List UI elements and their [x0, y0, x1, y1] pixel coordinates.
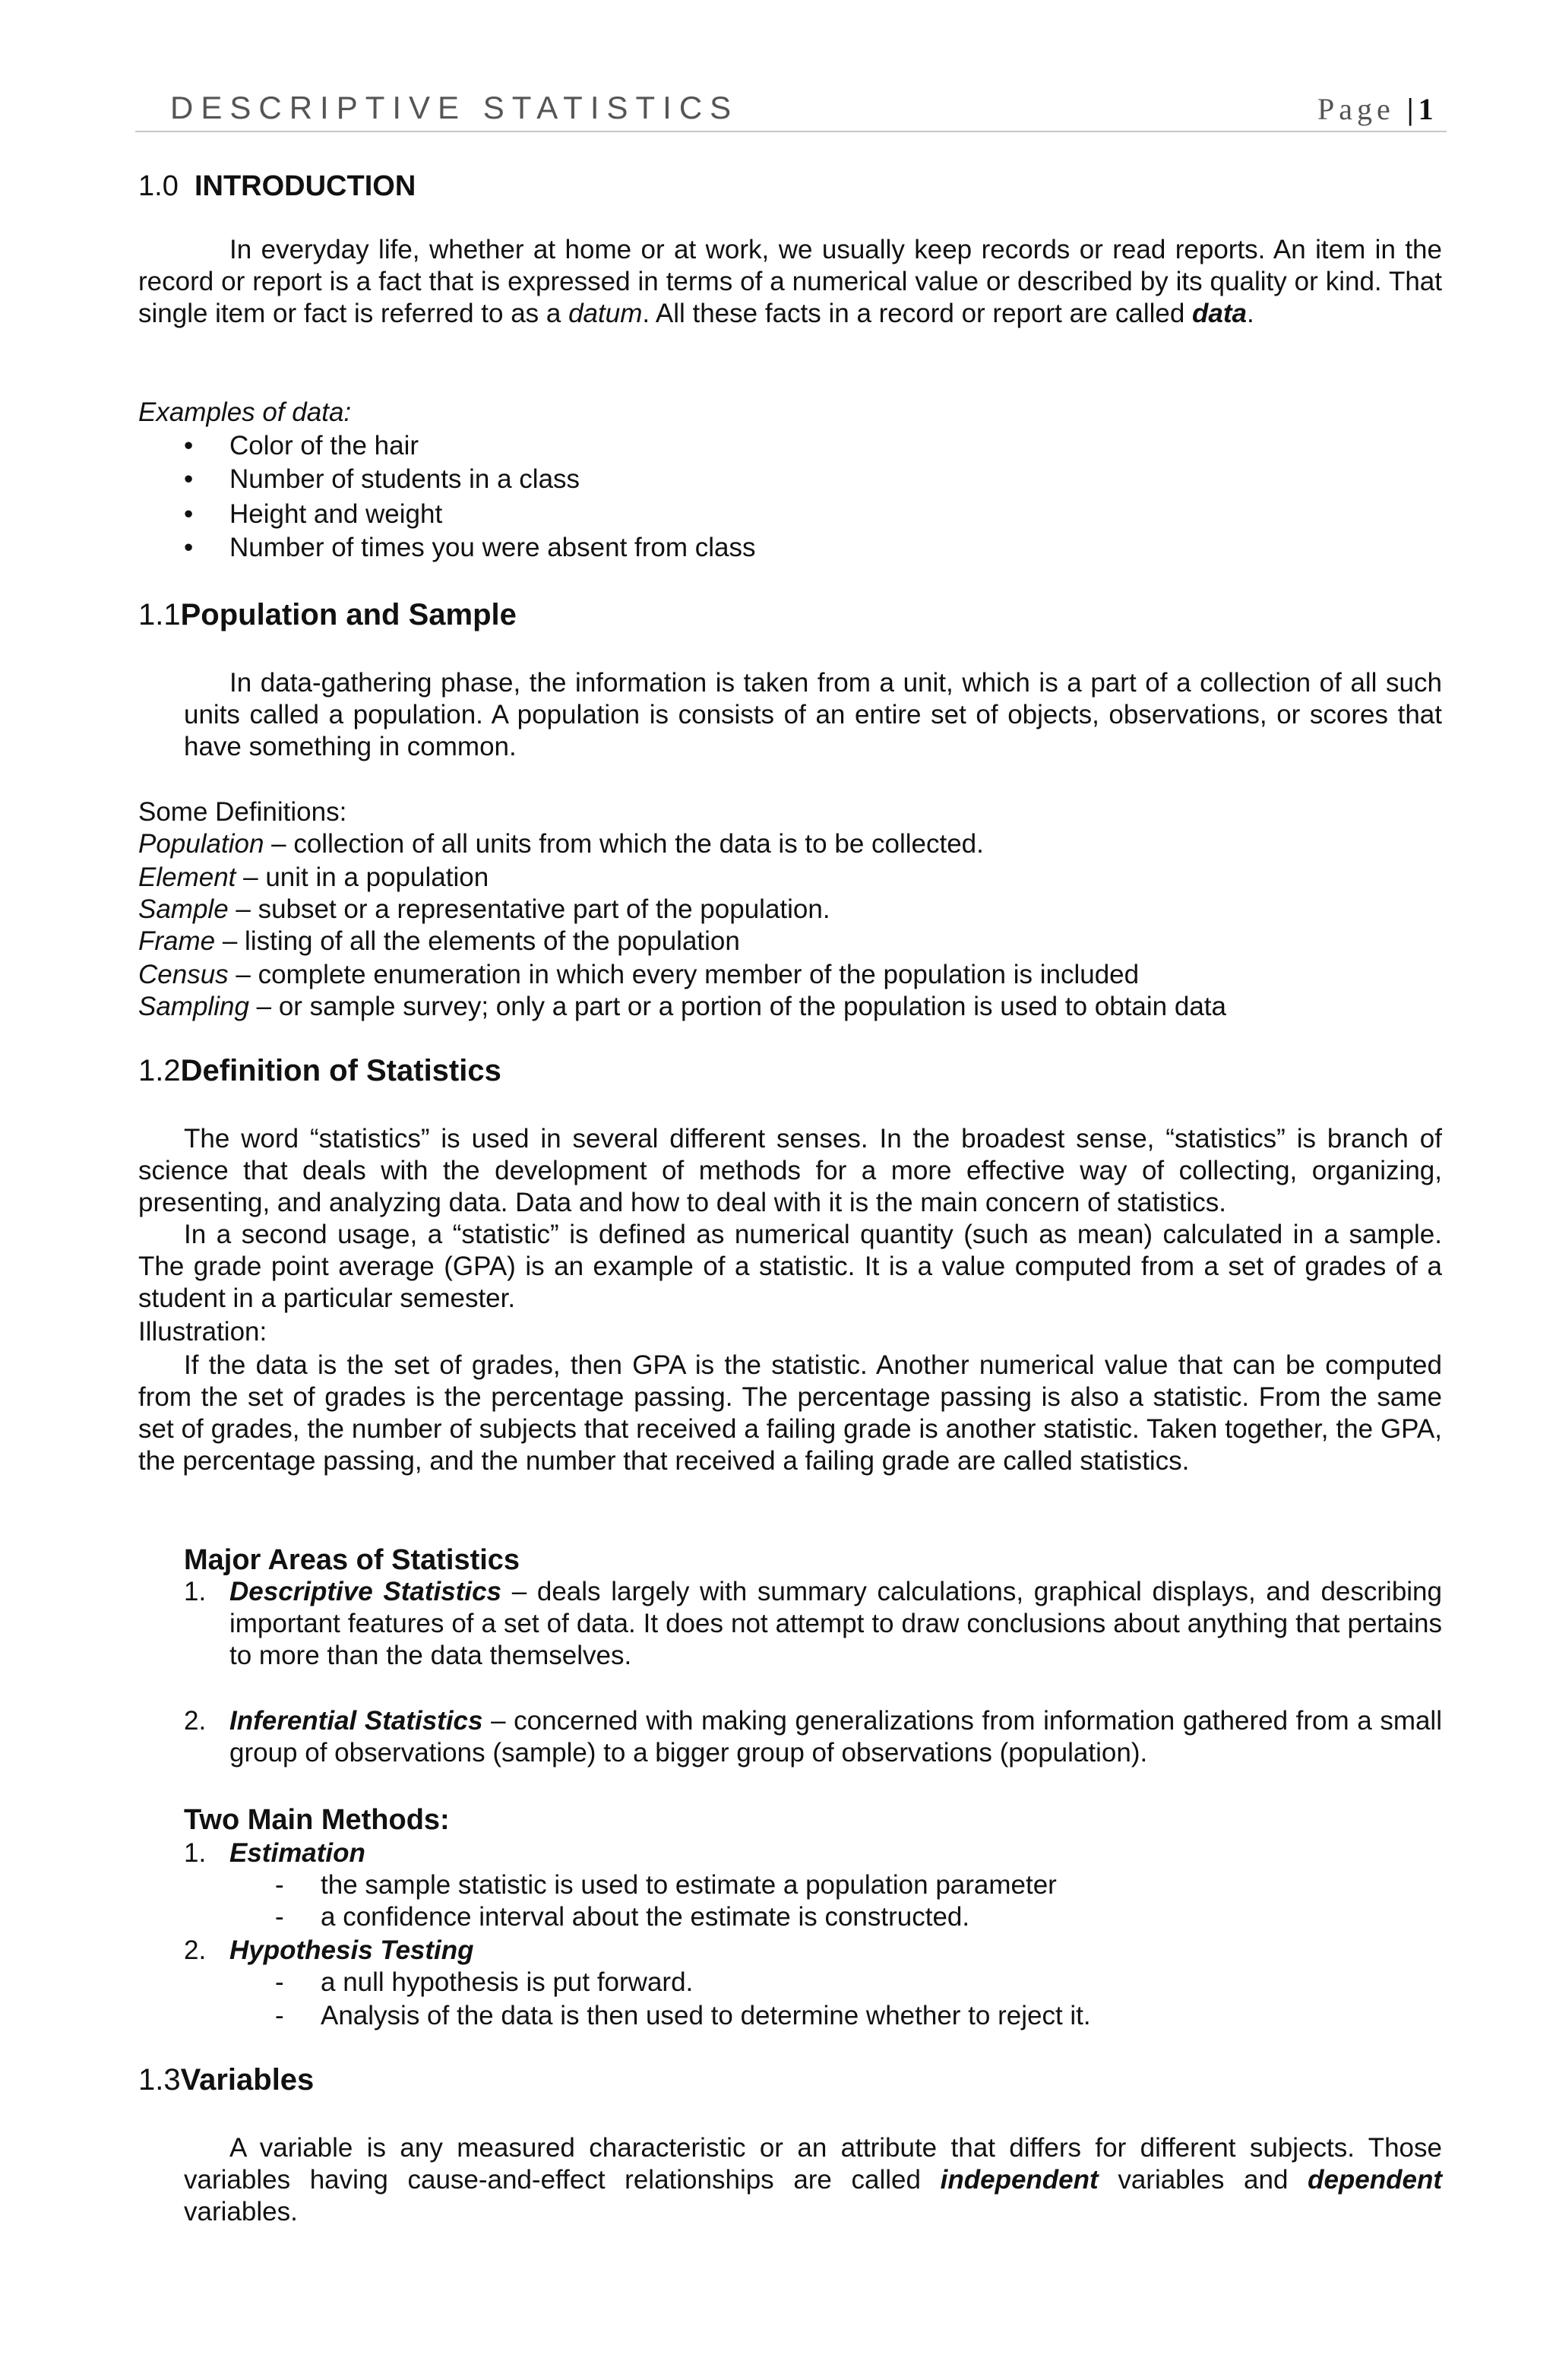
dash-marker: - — [275, 1870, 284, 1900]
major-area-item: 2. Inferential Statistics – concerned with making generalizations from information gathered from a small group of observations (sample) to a bigger group of observations (population). — [184, 1706, 1442, 1768]
method-point: a confidence interval about the estimate is constructed. — [321, 1902, 970, 1932]
method-point: Analysis of the data is then used to determine whether to reject it. — [321, 2001, 1091, 2030]
definition-item: Population – collection of all units from which the data is to be collected. — [138, 829, 984, 859]
bullet-marker: • — [184, 499, 194, 529]
section-heading-variables: 1.3Variables — [138, 2063, 315, 2097]
header-divider — [135, 131, 1447, 132]
definition-paragraph-1: The word “statistics” is used in several different senses. In the broadest sense, “statistics” is branch of science that deals with the development of methods for a more effective way of collecting, organizing, presenting, and analyzing data. Data and how to deal with it is the main concern of statistics. — [138, 1124, 1442, 1217]
method-point: a null hypothesis is put forward. — [321, 1967, 694, 1997]
example-item: Height and weight — [229, 499, 443, 529]
dash-marker: - — [275, 1967, 284, 1997]
bullet-marker: • — [184, 464, 194, 494]
page-number: 1 — [1418, 92, 1438, 126]
major-area-item: 1. Descriptive Statistics – deals largely with summary calculations, graphical displays, and describing important features of a set of data. It does not attempt to draw conclusions about anything that pertains to more than the data themselves. — [184, 1577, 1442, 1670]
definition-item: Census – complete enumeration in which every member of the population is included — [138, 960, 1140, 989]
example-item: Color of the hair — [229, 431, 419, 460]
definition-item: Sample – subset or a representative part of the population. — [138, 894, 830, 924]
intro-paragraph: In everyday life, whether at home or at work, we usually keep records or read reports. An item in the record or report is a fact that is expressed in terms of a numerical value or described by its quality or kind. That single item or fact is referred to as a datum. All these facts in a record or report are called data. — [138, 235, 1442, 328]
section-heading-definition: 1.2Definition of Statistics — [138, 1054, 501, 1087]
illustration-paragraph: If the data is the set of grades, then GPA is the statistic. Another numerical value that can be computed from the set of grades is the percentage passing. The percentage passing is also a statistic. From the same set of grades, the number of subjects that received a failing grade is another statistic. Taken together, the GPA, the percentage passing, and the number that received a failing grade are called statistics. — [138, 1350, 1442, 1476]
variables-paragraph: A variable is any measured characteristic or an attribute that differs for different subjects. Those variables having cause-and-effect relationships are called independent variables and dependent variables. — [184, 2133, 1443, 2227]
bullet-marker: • — [184, 533, 194, 562]
definition-item: Element – unit in a population — [138, 862, 489, 892]
definition-paragraph-2: In a second usage, a “statistic” is defined as numerical quantity (such as mean) calculated in a sample. The grade point average (GPA) is an example of a statistic. It is a value computed from a set of grades of a student in a particular semester. — [138, 1220, 1442, 1313]
population-paragraph: In data-gathering phase, the information is taken from a unit, which is a part of a collection of all such units called a population. A population is consists of an entire set of objects, observations, or scores that have something in common. — [184, 668, 1442, 761]
definition-item: Sampling – or sample survey; only a part or a portion of the population is used to obtain data — [138, 992, 1226, 1021]
examples-heading: Examples of data: — [138, 397, 352, 427]
page-number-label: Page |1 — [1317, 92, 1438, 126]
method-term: Hypothesis Testing — [229, 1935, 474, 1965]
illustration-label: Illustration: — [138, 1317, 267, 1347]
method-number: 1. — [184, 1838, 207, 1868]
dash-marker: - — [275, 1902, 284, 1932]
major-areas-heading: Major Areas of Statistics — [184, 1544, 520, 1576]
definitions-heading: Some Definitions: — [138, 797, 347, 827]
method-point: the sample statistic is used to estimate a population parameter — [321, 1870, 1057, 1900]
section-heading-population: 1.1Population and Sample — [138, 598, 517, 631]
example-item: Number of times you were absent from class — [229, 533, 756, 562]
dash-marker: - — [275, 2001, 284, 2030]
running-header-title: DESCRIPTIVE STATISTICS — [170, 90, 739, 125]
example-item: Number of students in a class — [229, 464, 580, 494]
methods-heading: Two Main Methods: — [184, 1804, 450, 1836]
definition-item: Frame – listing of all the elements of the population — [138, 926, 740, 956]
bullet-marker: • — [184, 431, 194, 460]
method-term: Estimation — [229, 1838, 365, 1868]
method-number: 2. — [184, 1935, 207, 1965]
section-heading-introduction: 1.0 INTRODUCTION — [138, 170, 416, 202]
